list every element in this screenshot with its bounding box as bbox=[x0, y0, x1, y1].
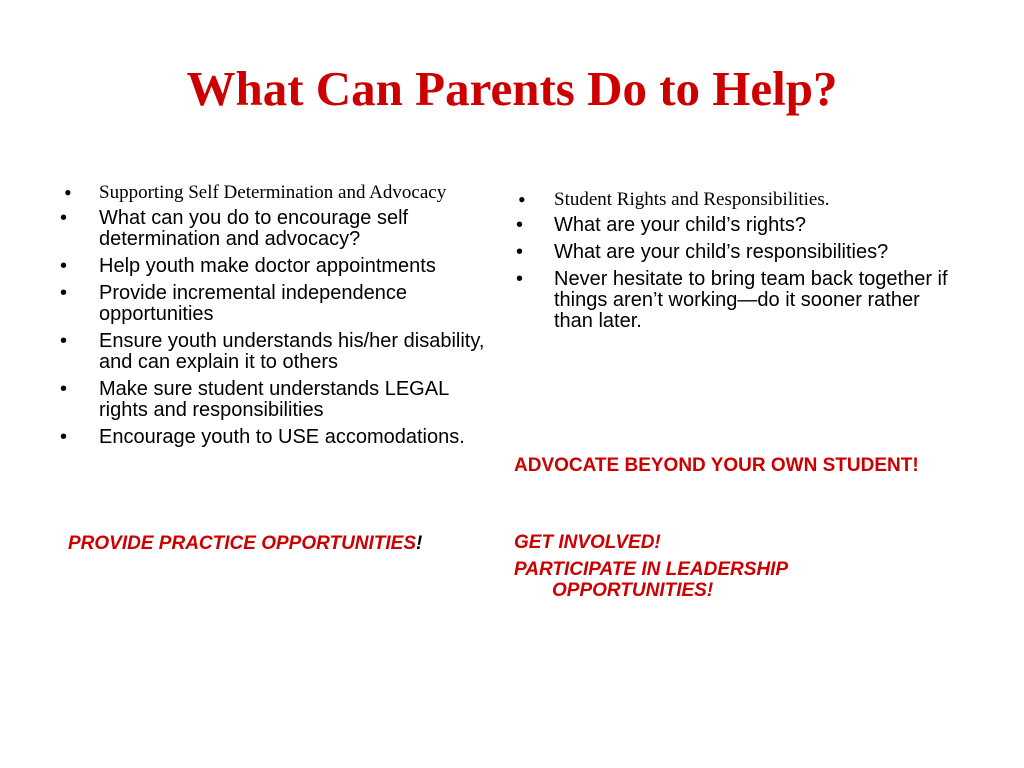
list-item-text: Make sure student understands LEGAL rights and responsibilities bbox=[99, 378, 449, 421]
bullet-icon: • bbox=[64, 180, 72, 205]
slide-title: What Can Parents Do to Help? bbox=[186, 61, 838, 116]
right-list-heading bbox=[514, 187, 954, 212]
participate-leadership-callout: PARTICIPATE IN LEADERSHIP OPPORTUNITIES! bbox=[514, 559, 788, 601]
list-item bbox=[58, 256, 498, 277]
list-item-text: Help youth make doctor appointments bbox=[99, 255, 436, 277]
bullet-icon: • bbox=[516, 241, 524, 263]
bullet-icon: • bbox=[516, 214, 524, 236]
bullet-icon: • bbox=[518, 187, 526, 212]
list-item bbox=[58, 283, 498, 325]
list-item-text: What are your child’s rights? bbox=[554, 214, 806, 236]
right-heading-text: Student Rights and Responsibilities bbox=[554, 189, 825, 210]
get-involved-callout: GET INVOLVED! bbox=[514, 532, 661, 553]
list-item bbox=[58, 379, 498, 421]
bullet-icon: • bbox=[516, 268, 524, 290]
left-heading-text: Supporting Self Determination and Advocacy bbox=[99, 182, 447, 203]
provide-practice-exclamation: ! bbox=[416, 533, 423, 554]
right-bullet-list bbox=[514, 187, 954, 338]
list-item bbox=[514, 269, 954, 332]
provide-practice-callout bbox=[68, 533, 422, 554]
list-item-text: Never hesitate to bring team back together if things aren’t working—do it sooner rather than later. bbox=[554, 268, 948, 332]
list-item bbox=[514, 215, 954, 236]
list-item bbox=[58, 331, 498, 373]
list-item-text: Ensure youth understands his/her disability, and can explain it to others bbox=[99, 330, 485, 373]
bullet-icon: • bbox=[60, 255, 68, 277]
list-item-text: What can you do to encourage self determination and advocacy? bbox=[99, 207, 409, 250]
left-bullet-list bbox=[58, 180, 498, 454]
list-item-text: What are your child’s responsibilities? bbox=[554, 241, 889, 263]
list-item bbox=[58, 208, 498, 250]
list-item bbox=[58, 427, 498, 448]
provide-practice-text: PROVIDE PRACTICE OPPORTUNITIES bbox=[68, 533, 417, 554]
left-list-heading bbox=[58, 180, 498, 205]
bullet-icon: • bbox=[60, 207, 68, 229]
advocate-beyond-callout: ADVOCATE BEYOND YOUR OWN STUDENT! bbox=[514, 455, 919, 476]
list-item-text: Encourage youth to USE accomodations. bbox=[99, 426, 465, 448]
bullet-icon: • bbox=[60, 330, 68, 352]
bullet-icon: • bbox=[60, 378, 68, 400]
list-item bbox=[514, 242, 954, 263]
bullet-icon: • bbox=[60, 282, 68, 304]
bullet-icon: • bbox=[60, 426, 68, 448]
right-heading-period: . bbox=[824, 189, 830, 210]
list-item-text: Provide incremental independence opportunities bbox=[99, 282, 407, 325]
